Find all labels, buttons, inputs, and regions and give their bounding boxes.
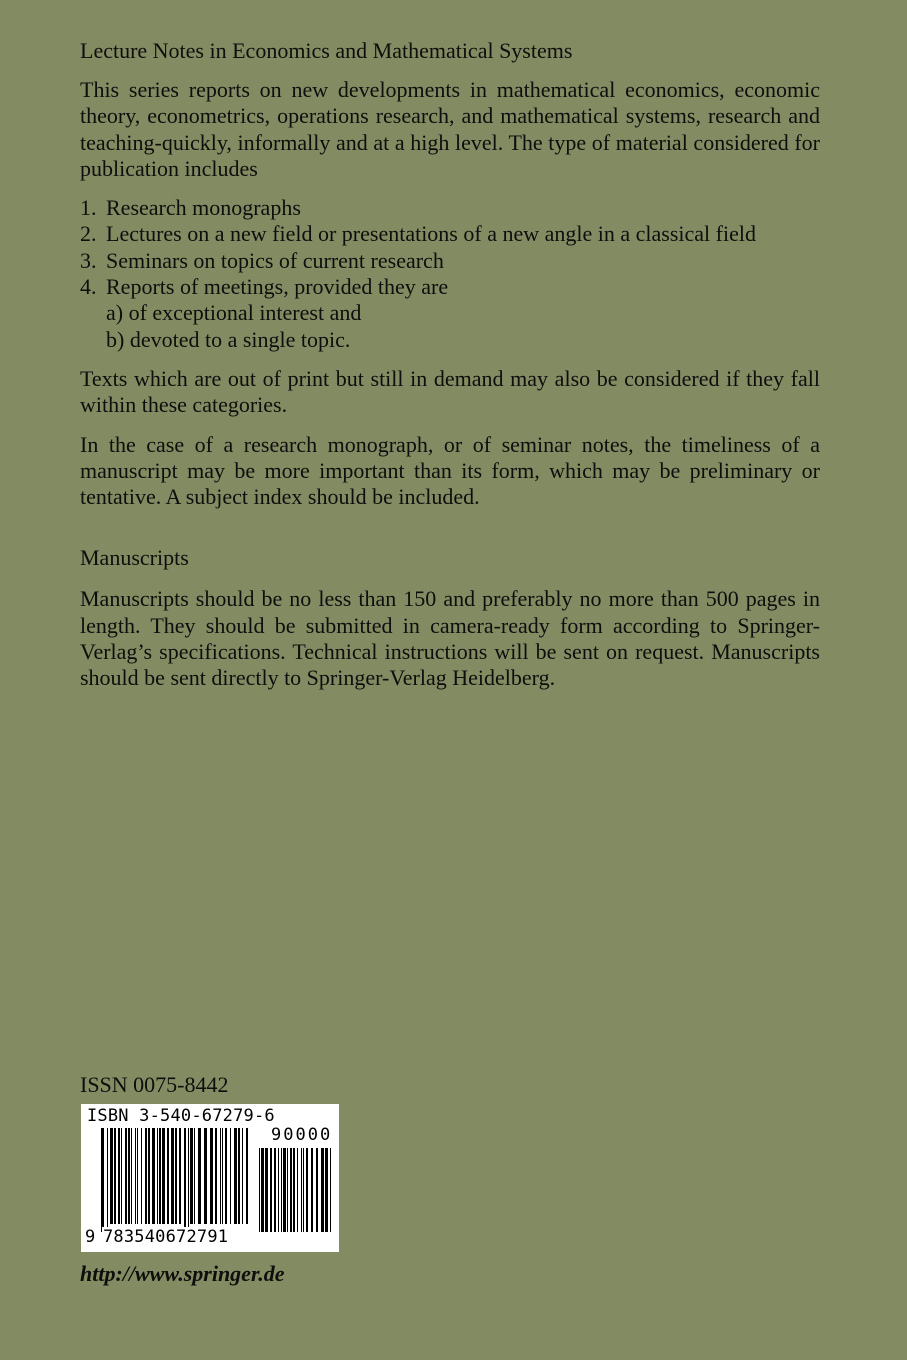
barcode-bar — [145, 1128, 147, 1224]
barcode-bar — [159, 1128, 161, 1224]
barcode-bar — [152, 1128, 155, 1224]
barcode-bar — [311, 1148, 313, 1232]
barcode-bar — [137, 1128, 138, 1224]
publisher-url[interactable]: http://www.springer.de — [80, 1261, 285, 1286]
sub-list-item: b) devoted to a single topic. — [106, 326, 351, 352]
list-item — [80, 195, 820, 221]
barcode-bar — [303, 1148, 304, 1232]
series-title: Lecture Notes in Economics and Mathematical Systems — [80, 38, 573, 63]
barcode-bar — [281, 1148, 282, 1232]
barcode-bar — [270, 1148, 272, 1232]
price-addon-digits: 90000 — [271, 1125, 333, 1145]
barcode-bar — [162, 1128, 165, 1224]
barcode-bar — [301, 1148, 302, 1232]
material-list — [80, 195, 820, 353]
barcode-bar — [125, 1128, 127, 1224]
barcode-bar — [107, 1128, 108, 1232]
list-item-number: 1. — [80, 195, 97, 221]
barcode-bar — [167, 1128, 169, 1224]
barcode-bar — [297, 1148, 298, 1232]
barcode-bar — [131, 1128, 132, 1224]
barcode-bar — [188, 1128, 189, 1232]
barcode-bar — [325, 1148, 328, 1232]
barcode-bar — [204, 1128, 207, 1224]
barcode-bar — [306, 1148, 308, 1232]
barcode-bar — [141, 1128, 142, 1224]
manuscripts-paragraph: Manuscripts should be no less than 150 and preferably no more than 500 pages in length. They should be submitted in camera-ready form according to Springer-Verlag’s specifications. Technical instructions will be sent on request. Manuscripts should be sent directly to Springer-Verlag Heidelberg. — [80, 586, 820, 691]
barcode-bar — [210, 1128, 213, 1224]
barcode-bar — [234, 1128, 237, 1224]
ean-digits: 783540672791 — [103, 1227, 229, 1247]
ean-first-digit: 9 — [85, 1227, 99, 1247]
list-item-text: Research monographs — [106, 195, 301, 221]
barcode-bar — [274, 1148, 276, 1232]
barcode-bar — [283, 1148, 286, 1232]
barcode-bar — [190, 1128, 193, 1224]
barcode-bar — [242, 1128, 243, 1224]
list-item-text: Reports of meetings, provided they are — [106, 274, 449, 300]
isbn-barcode — [81, 1104, 339, 1252]
manuscripts-heading: Manuscripts — [80, 545, 189, 571]
barcode-bar — [278, 1148, 279, 1232]
list-item — [80, 274, 820, 353]
isbn-number: ISBN 3-540-67279-6 — [87, 1106, 275, 1126]
issn-label: ISSN 0075-8442 — [80, 1072, 229, 1097]
list-item-number: 2. — [80, 221, 97, 247]
barcode-bar — [246, 1128, 248, 1224]
barcode-bar — [171, 1128, 174, 1224]
barcode-bar — [110, 1128, 113, 1224]
out-of-print-paragraph: Texts which are out of print but still in demand may also be considered if they fall within these categories. — [80, 365, 820, 418]
barcode-bar — [179, 1128, 181, 1224]
meeting-conditions-list — [106, 300, 820, 353]
barcode-bar — [198, 1128, 201, 1224]
back-cover-text — [80, 38, 820, 705]
barcode-bar — [225, 1128, 227, 1224]
barcode-bar — [287, 1148, 288, 1232]
barcode-bar — [121, 1128, 122, 1224]
barcode-bar — [175, 1128, 177, 1224]
barcode-bar — [261, 1148, 264, 1232]
barcode-bar — [293, 1148, 295, 1232]
barcode-bar — [259, 1148, 260, 1232]
barcode-bar — [321, 1148, 324, 1232]
barcode-bar — [128, 1128, 130, 1224]
list-item-number: 3. — [80, 247, 97, 273]
barcode-bar — [316, 1148, 318, 1232]
barcode-bar — [184, 1128, 186, 1232]
sub-list-item: a) of exceptional interest and — [106, 300, 362, 326]
timeliness-paragraph: In the case of a research monograph, or of seminar notes, the timeliness of a manuscript may be more important than its form, which may be preliminary or tentative. A subject index should be included. — [80, 431, 820, 510]
barcode-bar — [220, 1128, 221, 1224]
barcode-bar — [148, 1128, 150, 1224]
list-item — [80, 221, 820, 247]
barcode-bar — [290, 1148, 292, 1232]
list-item-number: 4. — [80, 274, 97, 300]
barcode-bar — [265, 1148, 268, 1232]
list-item — [80, 248, 820, 274]
barcode-bar — [238, 1128, 240, 1224]
barcode-bar — [114, 1128, 116, 1224]
barcode-bar — [118, 1128, 120, 1224]
barcode-bar — [101, 1128, 104, 1232]
barcode-bar — [230, 1128, 231, 1224]
barcode-bar — [135, 1128, 136, 1224]
intro-paragraph: This series reports on new developments in mathematical economics, economic theory, econometrics, operations research, and mathematical systems, research and teaching-quickly, informally and at a high level. The type of material considered for publication includes — [80, 77, 820, 181]
list-item-text: Lectures on a new field or presentations of a new angle in a classical field — [106, 221, 756, 247]
barcode-bar — [215, 1128, 217, 1224]
list-item-text: Seminars on topics of current research — [106, 247, 444, 273]
barcode-bar — [222, 1128, 223, 1224]
barcode-bar — [330, 1148, 331, 1232]
barcode-bar — [157, 1128, 158, 1224]
barcode-bar — [194, 1128, 195, 1224]
